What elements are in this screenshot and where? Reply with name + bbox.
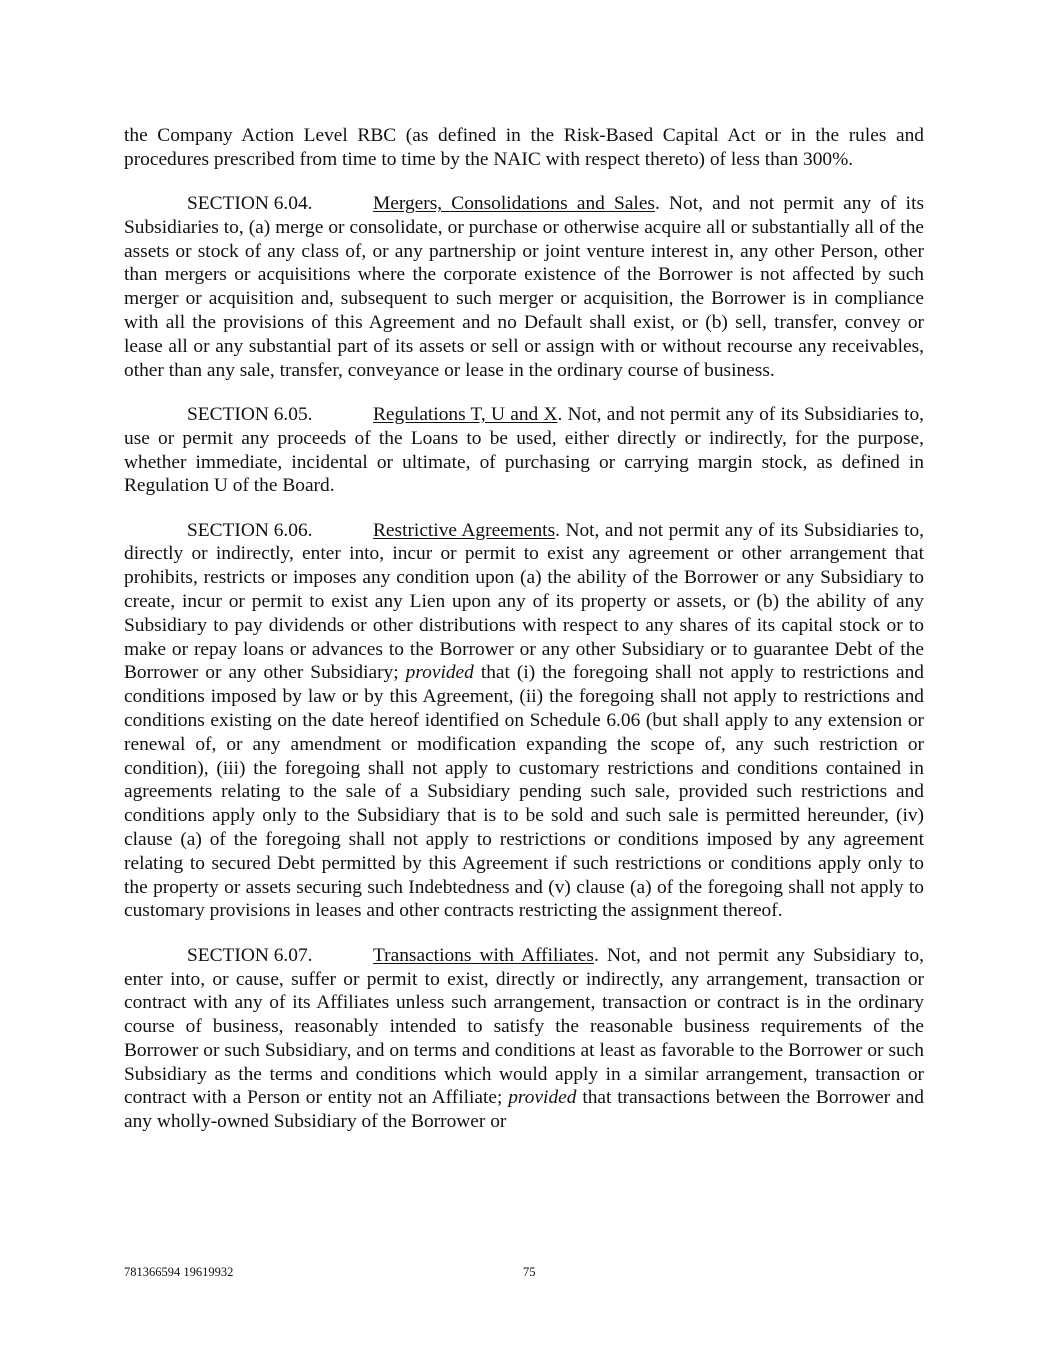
section-number: SECTION 6.06. [187, 519, 313, 541]
section-text: . Not, and not permit any Subsidiary to, enter into, or cause, suffer or permit to exist, directly or indirectly, any arrangement, transaction or contract with any of its Affiliates unless such arrangement, transaction or contract is in the ordinary course of business, reasonably intended to satisfy the reasonable business requirements of the Borrower or such Subsidiary, and on terms and conditions at least as favorable to the Borrower or such Subsidiary as the terms and conditions which would apply in a similar arrangement, transaction or contract with a Person or entity not an Affiliate; [124, 944, 924, 1109]
section-number: SECTION 6.05. [187, 403, 313, 425]
paragraph-continuation [124, 124, 924, 172]
paragraph-text: the Company Action Level RBC (as defined in the Risk-Based Capital Act or in the rules and procedures prescribed from time to time by the NAIC with respect thereto) of less than 300%. [124, 125, 924, 170]
section-6-07 [124, 944, 924, 1134]
section-6-05 [124, 403, 924, 498]
section-text-continued: that (i) the foregoing shall not apply to restrictions and conditions imposed by law or by this Agreement, (ii) the foregoing shall not apply to restrictions and conditions existing on the date hereof identified on Schedule 6.06 (but shall apply to any extension or renewal of, or any amendment or modification expanding the scope of, any such restriction or condition), (iii) the foregoing shall not apply to customary restrictions and conditions contained in agreements relating to the sale of a Subsidiary pending such sale, provided such restrictions and conditions apply only to the Subsidiary that is to be sold and such sale is permitted hereunder, (iv) clause (a) of the foregoing shall not apply to restrictions or conditions imposed by any agreement relating to secured Debt permitted by this Agreement if such restrictions or conditions apply only to the property or assets securing such Indebtedness and (v) clause (a) of the foregoing shall not apply to customary provisions in leases and other contracts restricting the assignment thereof. [124, 662, 924, 922]
section-title: Mergers, Consolidations and Sales [373, 193, 655, 215]
section-number: SECTION 6.04. [187, 193, 313, 215]
section-number: SECTION 6.07. [187, 944, 313, 966]
section-title: Regulations T, U and X [373, 403, 558, 425]
section-title: Restrictive Agreements [373, 519, 556, 541]
footer-page-number: 75 [523, 1265, 536, 1279]
footer-document-id: 781366594 19619932 [124, 1265, 234, 1279]
section-6-04 [124, 192, 924, 382]
section-6-06 [124, 519, 924, 924]
section-text: . Not, and not permit any of its Subsidiaries to, directly or indirectly, enter into, incur or permit to exist any agreement or other arrangement that prohibits, restricts or imposes any condition upon (a) the ability of the Borrower or any Subsidiary to create, incur or permit to exist any Lien upon any of its property or assets, or (b) the ability of any Subsidiary to pay dividends or other distributions with respect to any shares of its capital stock or to make or repay loans or advances to the Borrower or any other Subsidiary or to guarantee Debt of the Borrower or any other Subsidiary; [124, 519, 924, 684]
document-body [124, 124, 924, 1155]
section-text: . Not, and not permit any of its Subsidiaries to, (a) merge or consolidate, or purchase or otherwise acquire all or substantially all of the assets or stock of any class of, or any partnership or joint venture interest in, any other Person, other than mergers or acquisitions where the corporate existence of the Borrower is not affected by such merger or acquisition and, subsequent to such merger or acquisition, the Borrower is in compliance with all the provisions of this Agreement and no Default shall exist, or (b) sell, transfer, convey or lease all or any substantial part of its assets or sell or assign with or without recourse any receivables, other than any sale, transfer, conveyance or lease in the ordinary course of business. [124, 193, 925, 381]
italic-term: provided [405, 662, 474, 684]
section-title: Transactions with Affiliates [373, 944, 594, 966]
section-text: . Not, and not permit any of its Subsidiaries to, use or permit any proceeds of the Loans to be used, either directly or indirectly, for the purpose, whether immediate, incidental or ultimate, of purchasing or carrying margin stock, as defined in Regulation U of the Board. [124, 403, 925, 497]
italic-term: provided [508, 1087, 577, 1109]
section-text-continued: that transactions between the Borrower and any wholly-owned Subsidiary of the Borrower or [124, 1087, 924, 1133]
